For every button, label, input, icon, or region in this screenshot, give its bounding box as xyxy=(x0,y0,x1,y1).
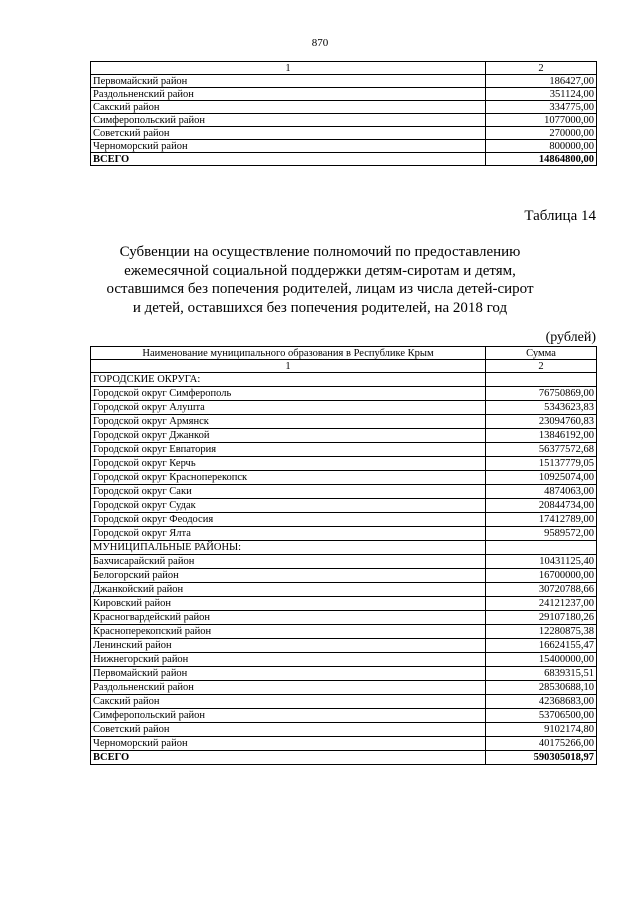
row-amount-cell: 270000,00 xyxy=(486,127,597,140)
table-title xyxy=(100,243,540,317)
title-line: ежемесячной социальной поддержки детям-сиротам и детям, xyxy=(124,262,516,279)
continued-table xyxy=(90,61,597,166)
table-row xyxy=(91,114,597,127)
row-name-cell: Городской округ Ялта xyxy=(91,527,486,541)
col-number-2: 2 xyxy=(486,62,597,75)
row-amount-cell: 23094760,83 xyxy=(486,415,597,429)
row-name-cell: Городской округ Алушта xyxy=(91,401,486,415)
table-row xyxy=(91,583,597,597)
table-row xyxy=(91,415,597,429)
table-row xyxy=(91,737,597,751)
row-amount-cell: 5343623,83 xyxy=(486,401,597,415)
page-number: 870 xyxy=(311,37,329,49)
row-name-cell: Джанкойский район xyxy=(91,583,486,597)
row-name-cell: ВСЕГО xyxy=(91,751,486,765)
row-name-cell: Белогорский район xyxy=(91,569,486,583)
row-amount-cell: 29107180,26 xyxy=(486,611,597,625)
row-name-cell: Красногвардейский район xyxy=(91,611,486,625)
row-amount-cell: 56377572,68 xyxy=(486,443,597,457)
table-row xyxy=(91,681,597,695)
row-name-cell: Городской округ Джанкой xyxy=(91,429,486,443)
title-line: оставшимся без попечения родителей, лицам из числа детей-сирот xyxy=(106,281,534,297)
row-amount-cell: 334775,00 xyxy=(486,101,597,114)
row-name-cell: Раздольненский район xyxy=(91,681,486,695)
table-row xyxy=(91,709,597,723)
row-amount-cell: 9102174,80 xyxy=(486,723,597,737)
table-row xyxy=(91,140,597,153)
subvention-table xyxy=(90,346,597,765)
table-row xyxy=(91,101,597,114)
table-row xyxy=(91,653,597,667)
row-amount-cell: 590305018,97 xyxy=(486,751,597,765)
table-row xyxy=(91,443,597,457)
table-row xyxy=(91,597,597,611)
row-amount-cell: 10431125,40 xyxy=(486,555,597,569)
table-row xyxy=(91,457,597,471)
row-name-cell: Сакский район xyxy=(91,101,486,114)
row-name-cell: МУНИЦИПАЛЬНЫЕ РАЙОНЫ: xyxy=(91,541,486,555)
col-number-1: 1 xyxy=(91,62,486,75)
row-name-cell: Симферопольский район xyxy=(91,114,486,127)
table-row xyxy=(91,527,597,541)
row-amount-cell: 16700000,00 xyxy=(486,569,597,583)
row-amount-cell: 17412789,00 xyxy=(486,513,597,527)
row-name-cell: Городской округ Красноперекопск xyxy=(91,471,486,485)
table-row xyxy=(91,387,597,401)
unit-label: (рублей) xyxy=(545,330,596,345)
row-name-cell: Городской округ Феодосия xyxy=(91,513,486,527)
table-row xyxy=(91,569,597,583)
table-header-row xyxy=(91,347,597,360)
row-amount-cell: 20844734,00 xyxy=(486,499,597,513)
row-amount-cell xyxy=(486,541,597,555)
header-amount: Сумма xyxy=(486,347,597,360)
row-name-cell: Городской округ Симферополь xyxy=(91,387,486,401)
table-row xyxy=(91,723,597,737)
table-row xyxy=(91,611,597,625)
section-header-row xyxy=(91,541,597,555)
row-name-cell: Нижнегорский район xyxy=(91,653,486,667)
row-amount-cell: 24121237,00 xyxy=(486,597,597,611)
row-name-cell: Первомайский район xyxy=(91,667,486,681)
table-row xyxy=(91,485,597,499)
row-name-cell: Черноморский район xyxy=(91,737,486,751)
table-row xyxy=(91,75,597,88)
row-amount-cell: 14864800,00 xyxy=(486,153,597,166)
header-name: Наименование муниципального образования в Республике Крым xyxy=(91,347,486,360)
row-amount-cell: 186427,00 xyxy=(486,75,597,88)
col-number-1: 1 xyxy=(91,360,486,373)
total-row xyxy=(91,751,597,765)
table-header-row xyxy=(91,62,597,75)
row-amount-cell: 351124,00 xyxy=(486,88,597,101)
row-name-cell: Городской округ Евпатория xyxy=(91,443,486,457)
table-row xyxy=(91,513,597,527)
row-name-cell: Бахчисарайский район xyxy=(91,555,486,569)
row-amount-cell: 42368683,00 xyxy=(486,695,597,709)
table-row xyxy=(91,401,597,415)
row-name-cell: Первомайский район xyxy=(91,75,486,88)
row-name-cell: Симферопольский район xyxy=(91,709,486,723)
table-row xyxy=(91,695,597,709)
row-name-cell: Черноморский район xyxy=(91,140,486,153)
col-number-2: 2 xyxy=(486,360,597,373)
row-name-cell: Городской округ Саки xyxy=(91,485,486,499)
row-amount-cell: 30720788,66 xyxy=(486,583,597,597)
row-name-cell: Сакский район xyxy=(91,695,486,709)
row-name-cell: Красноперекопский район xyxy=(91,625,486,639)
row-name-cell: Советский район xyxy=(91,127,486,140)
row-name-cell: Ленинский район xyxy=(91,639,486,653)
title-line: Субвенции на осуществление полномочий по предоставлению xyxy=(119,244,521,260)
row-name-cell: Раздольненский район xyxy=(91,88,486,101)
row-name-cell: Городской округ Армянск xyxy=(91,415,486,429)
row-amount-cell: 40175266,00 xyxy=(486,737,597,751)
row-amount-cell: 15400000,00 xyxy=(486,653,597,667)
column-number-row xyxy=(91,360,597,373)
row-amount-cell: 76750869,00 xyxy=(486,387,597,401)
table-row xyxy=(91,429,597,443)
table-row xyxy=(91,667,597,681)
table-row xyxy=(91,625,597,639)
row-amount-cell: 28530688,10 xyxy=(486,681,597,695)
row-amount-cell: 12280875,38 xyxy=(486,625,597,639)
row-amount-cell: 15137779,05 xyxy=(486,457,597,471)
row-amount-cell: 4874063,00 xyxy=(486,485,597,499)
row-amount-cell: 13846192,00 xyxy=(486,429,597,443)
row-name-cell: Кировский район xyxy=(91,597,486,611)
title-line: и детей, оставшихся без попечения родителей, на 2018 год xyxy=(132,299,508,316)
table-row xyxy=(91,639,597,653)
row-amount-cell: 1077000,00 xyxy=(486,114,597,127)
table-row xyxy=(91,88,597,101)
row-name-cell: ГОРОДСКИЕ ОКРУГА: xyxy=(91,373,486,387)
total-row xyxy=(91,153,597,166)
row-amount-cell: 10925074,00 xyxy=(486,471,597,485)
row-amount-cell: 800000,00 xyxy=(486,140,597,153)
row-name-cell: ВСЕГО xyxy=(91,153,486,166)
row-name-cell: Советский район xyxy=(91,723,486,737)
table-row xyxy=(91,471,597,485)
table-label: Таблица 14 xyxy=(524,208,596,224)
row-amount-cell: 9589572,00 xyxy=(486,527,597,541)
row-amount-cell: 53706500,00 xyxy=(486,709,597,723)
row-amount-cell: 16624155,47 xyxy=(486,639,597,653)
row-name-cell: Городской округ Судак xyxy=(91,499,486,513)
table-row xyxy=(91,499,597,513)
section-header-row xyxy=(91,373,597,387)
row-name-cell: Городской округ Керчь xyxy=(91,457,486,471)
table-row xyxy=(91,127,597,140)
row-amount-cell xyxy=(486,373,597,387)
table-row xyxy=(91,555,597,569)
row-amount-cell: 6839315,51 xyxy=(486,667,597,681)
